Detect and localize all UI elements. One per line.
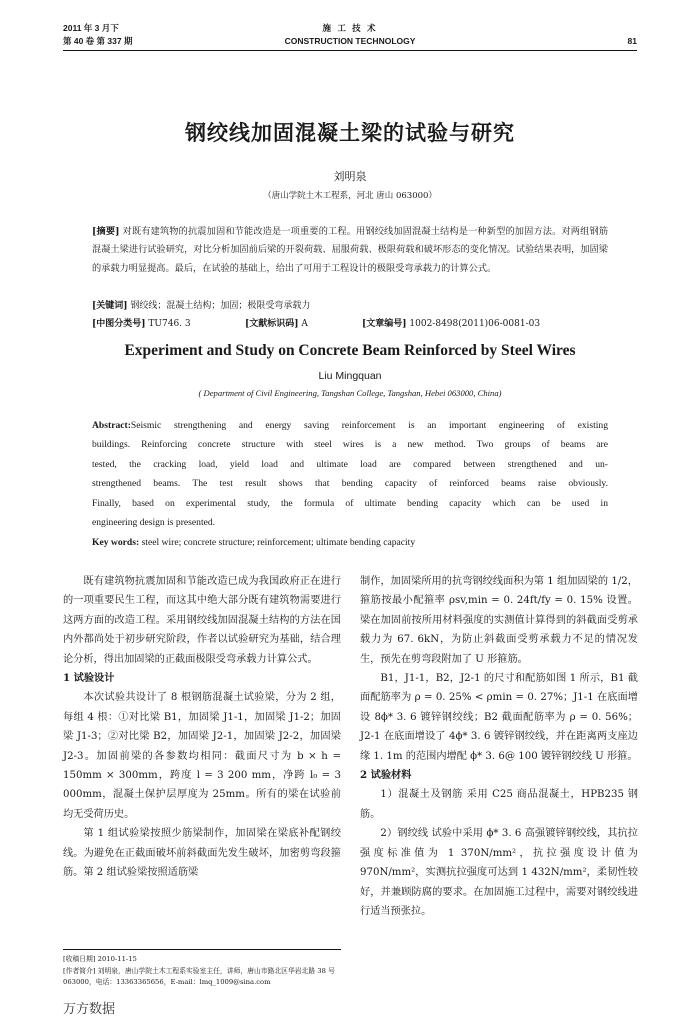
volume-issue: 第 40 卷 第 337 期 (63, 36, 133, 46)
paragraph: 制作，加固梁所用的抗弯钢绞线面积为第 1 组加固梁的 1/2，箍筋按最小配箍率 ρsv,min = 0. 24ft/fy = 0. 15% 设置。梁在加固前按所用材料强度的实测值计算得到的斜截面受剪承载力为 67. 6kN，为防止斜截面受剪承载力不足的情况发生，预先在剪弯段附加了 U 形箍筋。 (360, 576, 638, 665)
article-number-label: [文章编号] (362, 319, 407, 329)
received-date: [收稿日期] 2010-11-15 (63, 955, 137, 963)
abstract-en-line: strengthened beams. The test result shows that bending capacity of reinforced beams raise obviously. (92, 478, 608, 490)
author-en: Liu Mingquan (318, 370, 382, 382)
abstract-en-line: buildings. Reinforcing concrete structure with steel wires is a new method. Two groups of beams are (92, 439, 608, 451)
keywords-en-label: Key words: (92, 537, 140, 548)
doc-code-label: [文献标识码] (245, 319, 299, 329)
section-heading-1: 1 试验设计 (63, 672, 115, 685)
clc-value: TU746. 3 (148, 319, 191, 329)
page-number: 81 (627, 36, 637, 46)
paper-title-cn: 钢绞线加固混凝土梁的试验与研究 (185, 120, 515, 145)
abstract-cn-text: 对既有建筑物的抗震加固和节能改造是一项重要的工程。用钢绞线加固混凝土结构是一种新型的加固方法。对两组钢筋混凝土梁进行试验研究，对比分析加固前后梁的开裂荷载、屈服荷载、极限荷载和破坏形态的变化情况。试验结果表明，加固梁的承载力明显提高。最后，在试验的基础上，给出了可用于工程设计的极限受弯承载力的计算公式。 (92, 226, 609, 274)
affiliation-en: ( Department of Civil Engineering, Tangshan College, Tangshan, Hebei 063000, China) (198, 388, 502, 398)
paper-title-en: Experiment and Study on Concrete Beam Reinforced by Steel Wires (124, 342, 576, 359)
keywords-cn-label: [关键词] (92, 301, 128, 311)
abstract-en-line: Seismic strengthening and energy saving reinforcement is an important engineering of existing (130, 420, 608, 431)
abstract-cn-label: [摘要] (92, 226, 120, 237)
issue-date: 2011 年 3 月下 (63, 23, 119, 33)
source-watermark: 万方数据 (63, 1002, 116, 1017)
abstract-en-label: Abstract: (92, 420, 131, 431)
paragraph: 1）混凝土及钢筋 采用 C25 商品混凝土，HPB235 钢筋。 (360, 789, 638, 820)
author-cn: 刘明泉 (333, 170, 367, 183)
journal-name-cn: 施 工 技 术 (322, 23, 378, 33)
author-bio: [作者简介] 刘明泉，唐山学院土木工程系实验室主任，讲师，唐山市路北区华岩北路 38 号 063000，电话：13363365656，E-mail：lmq_1009@sina.com (63, 966, 335, 986)
journal-name-en: CONSTRUCTION TECHNOLOGY (284, 36, 416, 46)
footnote (63, 954, 341, 989)
footnote-rule (63, 949, 341, 950)
doc-code (245, 315, 308, 333)
abstract-en (92, 416, 608, 532)
header-rule (63, 50, 637, 51)
abstract-cn (92, 223, 608, 278)
keywords-en (92, 537, 608, 548)
keywords-cn-text: 钢绞线；混凝土结构；加固；极限受弯承载力 (130, 301, 311, 311)
abstract-en-line: tested, the cracking load, yield load and ultimate load are compared between strengthened and un- (92, 458, 608, 470)
paragraph: 本次试验共设计了 8 根钢筋混凝土试验梁，分为 2 组，每组 4 根：①对比梁 B1，加固梁 J1-1，加固梁 J1-2；加固梁 J1-3；②对比梁 B2，加固梁 J2-1，加固梁 J2-2，加固梁 J2-3。加固前梁的各参数均相同：截面尺寸为 b × h = 150mm × 300mm，跨度 l = 3 200 mm，净跨 l₀ = 3 000mm，混凝土保护层厚度为 25mm。所有的梁在试验前均无受荷历史。 (63, 692, 341, 820)
keywords-en-text: steel wire; concrete structure; reinforcement; ultimate bending capacity (141, 537, 416, 548)
abstract-en-line: engineering design is presented. (92, 517, 216, 529)
section-heading-2: 2 试验材料 (360, 769, 412, 782)
clc-label: [中图分类号] (92, 319, 146, 329)
article-number (362, 315, 540, 333)
affiliation-cn: （唐山学院土木工程系，河北 唐山 063000） (263, 191, 437, 201)
body-right-column (360, 572, 638, 921)
keywords-cn (92, 297, 608, 315)
abstract-en-line: Finally, based on experimental study, the formula of ultimate bending capacity which can be used in (92, 497, 608, 509)
paragraph: B1，J1-1，B2，J2-1 的尺寸和配筋如图 1 所示，B1 截面配筋率为 ρ = 0. 25% < ρmin = 0. 27%；J1-1 在底面增设 8ϕ* 3. 6 镀锌钢绞线；B2 截面配筋率为 ρ = 0. 56%；J2-1 在底面增设了 4ϕ* 3. 6 镀锌钢绞线，并在距离两支座边缘 1. 1m 的范围内增配 ϕ* 3. 6@ 100 镀锌钢绞线 U 形箍。 (360, 673, 638, 762)
article-number-value: 1002-8498(2011)06-0081-03 (409, 319, 541, 329)
intro-paragraph: 既有建筑物抗震加固和节能改造已成为我国政府正在进行的一项重要民生工程，而这其中绝大部分既有建筑物需要进行这两方面的改造工程。采用钢绞线加固混凝土结构的方法在国内外都尚处于初步研究阶段，作者以试验研究为基础，结合理论分析，得出加固梁的正截面极限受弯承载力计算公式。 (63, 576, 341, 665)
doc-code-value: A (301, 319, 308, 329)
paragraph: 第 1 组试验梁按照少筋梁制作，加固梁在梁底补配钢绞线。为避免在正截面破坏前斜截面先发生破坏，加密剪弯段箍筋。第 2 组试验梁按照适筋梁 (63, 828, 341, 879)
body-left-column (63, 572, 341, 883)
clc-number (92, 315, 191, 333)
paragraph: 2）钢绞线 试验中采用 ϕ* 3. 6 高强镀锌钢绞线，其抗拉强度标准值为 1 370N/mm²，抗拉强度设计值为 970N/mm²，实测抗拉强度可达到 1 432N/mm²，柔韧性较好，并兼顾防腐的要求。在加固施工过程中，需要对钢绞线进行适当预张拉。 (360, 828, 638, 917)
